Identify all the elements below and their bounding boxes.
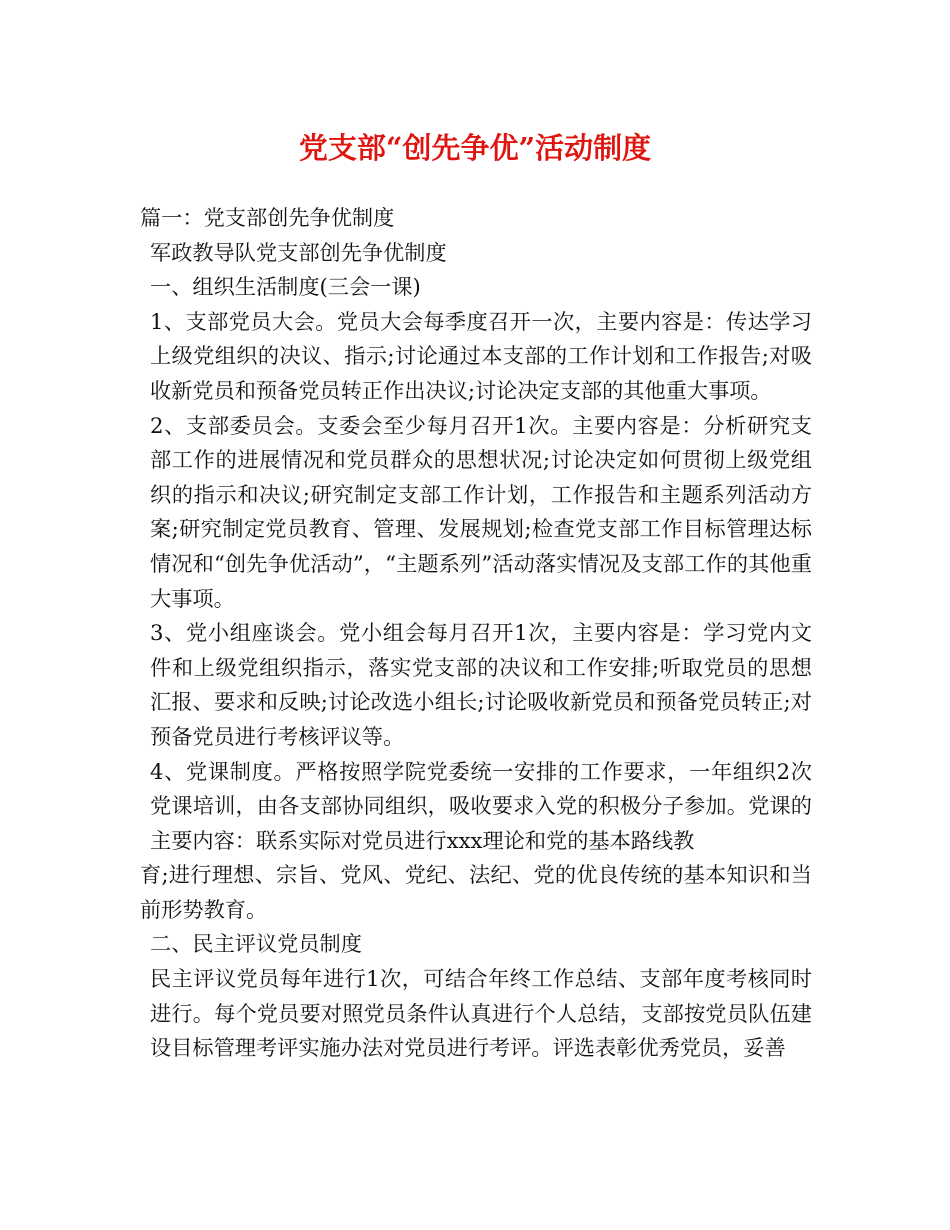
section-heading: 二、民主评议党员制度 — [150, 931, 362, 957]
paragraph: 4、党课制度。严格按照学院党委统一安排的工作要求，一年组织2次党课培训，由各支部协同组织，吸收要求入党的积极分子参加。党课的主要内容：联系实际对党员进行xxx理论和党的基本路线教 — [150, 758, 812, 853]
paragraph: 育;进行理想、宗旨、党风、党纪、法纪、党的优良传统的基本知识和当前形势教育。 — [140, 862, 812, 922]
paragraph: 民主评议党员每年进行1次，可结合年终工作总结、支部年度考核同时进行。每个党员要对照党员条件认真进行个人总结，支部按党员队伍建设目标管理考评实施办法对党员进行考评。评选表彰优秀党员，妥善 — [150, 966, 812, 1061]
paragraph: 1、支部党员大会。党员大会每季度召开一次，主要内容是：传达学习上级党组织的决议、指示;讨论通过本支部的工作计划和工作报告;对吸收新党员和预备党员转正作出决议;讨论决定支部的其他重大事项。 — [150, 308, 812, 403]
paragraph: 3、党小组座谈会。党小组会每月召开1次，主要内容是：学习党内文件和上级党组织指示，落实党支部的决议和工作安排;听取党员的思想汇报、要求和反映;讨论改选小组长;讨论吸收新党员和预备党员转正;对预备党员进行考核评议等。 — [150, 620, 812, 749]
paragraph: 2、支部委员会。支委会至少每月召开1次。主要内容是：分析研究支部工作的进展情况和党员群众的思想状况;讨论决定如何贯彻上级党组织的指示和决议;研究制定支部工作计划，工作报告和主题系列活动方案;研究制定党员教育、管理、发展规划;检查党支部工作目标管理达标情况和“创先争优活动”，“主题系列”活动落实情况及支部工作的其他重大事项。 — [150, 412, 812, 611]
section-heading: 一、组织生活制度(三会一课) — [150, 274, 421, 300]
subtitle: 军政教导队党支部创先争优制度 — [150, 239, 447, 265]
document-body — [140, 201, 812, 1066]
section-heading: 篇一：党支部创先争优制度 — [140, 205, 395, 230]
document-title: 党支部“创先争优”活动制度 — [298, 131, 652, 165]
